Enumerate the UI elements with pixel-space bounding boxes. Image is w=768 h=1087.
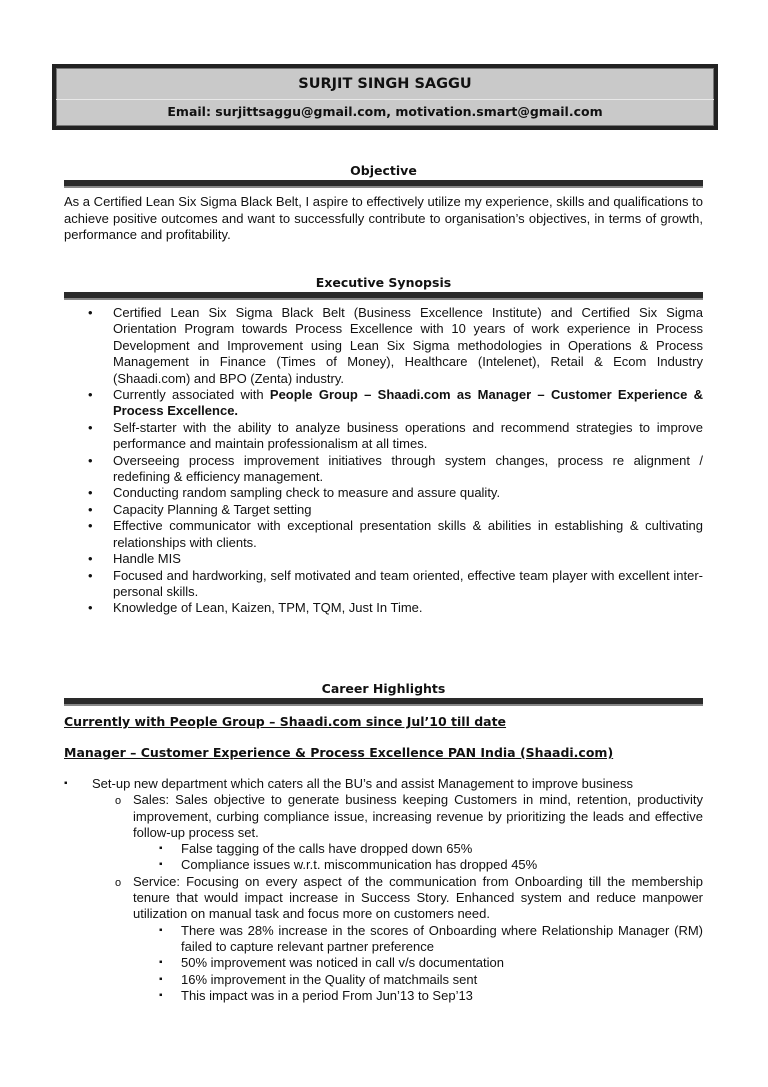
item-text: Conducting random sampling check to measure and assure quality. bbox=[113, 485, 501, 501]
list-item bbox=[64, 600, 703, 616]
square-bullet-icon: ▪ bbox=[159, 843, 163, 855]
list-item bbox=[64, 485, 703, 501]
candidate-name: SURJIT SINGH SAGGU bbox=[298, 76, 472, 92]
synopsis-heading: Executive Synopsis bbox=[315, 275, 452, 290]
header-divider bbox=[56, 99, 714, 100]
item-text: Capacity Planning & Target setting bbox=[113, 501, 312, 517]
career-divider bbox=[64, 698, 703, 706]
item-text: Self-starter with the ability to analyze business operations and recommend strategies to improve performance and maintain professionalism at all times. bbox=[113, 419, 703, 452]
list-item bbox=[64, 568, 703, 601]
contact-email: Email: surjittsaggu@gmail.com, motivation.smart@gmail.com bbox=[167, 104, 603, 119]
square-bullet-icon: ▪ bbox=[64, 778, 68, 789]
list-item bbox=[64, 305, 703, 387]
item-text: Knowledge of Lean, Kaizen, TPM, TQM, Just In Time. bbox=[113, 600, 423, 616]
list-item bbox=[64, 420, 703, 453]
current-role: Manager – Customer Experience & Process Excellence PAN India (Shaadi.com) bbox=[64, 745, 614, 760]
square-bullet-icon: ▪ bbox=[159, 989, 163, 1001]
square-bullet-icon: ▪ bbox=[159, 957, 163, 969]
bullet-icon: • bbox=[88, 501, 93, 517]
item-bold-text: People Group – Shaadi.com as Manager – Customer Experience & Process Excellence. bbox=[113, 387, 703, 419]
item-text: Sales: Sales objective to generate business keeping Customers in mind, retention, productivity improvement, curbing compliance issue, increasing revenue by prioritizing the leads and effective follow-up process set. bbox=[133, 792, 703, 840]
list-item bbox=[64, 551, 703, 567]
item-text: Effective communicator with exceptional presentation skills & abilities in establishing & cultivating relationships with clients. bbox=[113, 518, 703, 550]
item-text: Overseeing process improvement initiatives through system changes, process re alignment / redefining & efficiency management. bbox=[113, 452, 703, 485]
list-item bbox=[64, 502, 703, 518]
item-text: Focused and hardworking, self motivated and team oriented, effective team player with excellent inter-personal skills. bbox=[113, 567, 703, 599]
item-text: Compliance issues w.r.t. miscommunication has dropped 45% bbox=[181, 857, 538, 873]
list-item bbox=[64, 874, 703, 923]
objective-text: As a Certified Lean Six Sigma Black Belt, I aspire to effectively utilize my experience, skills and qualifications to achieve positive outcomes and want to successfully contribute to organisation’s objectives, in terms of growth, performance and profitability. bbox=[64, 194, 703, 243]
bullet-icon: • bbox=[88, 305, 93, 320]
item-text: False tagging of the calls have dropped down 65% bbox=[181, 841, 473, 857]
bullet-icon: • bbox=[88, 387, 93, 403]
item-text: Currently associated with bbox=[113, 387, 270, 403]
item-text: Service: Focusing on every aspect of the communication from Onboarding till the membership tenure that would impact increase in Success Story. Enhanced system and reduce manpower utilization on manual task and focus more on customers need. bbox=[133, 873, 703, 922]
square-bullet-icon: ▪ bbox=[159, 924, 163, 936]
list-item bbox=[64, 857, 703, 873]
bullet-icon: • bbox=[88, 567, 93, 583]
item-text: Set-up new department which caters all the BU’s and assist Management to improve business bbox=[92, 776, 633, 791]
career-heading: Career Highlights bbox=[321, 681, 446, 696]
list-item bbox=[64, 841, 703, 857]
item-text: Certified Lean Six Sigma Black Belt (Business Excellence Institute) and Certified Six Sigma Orientation Program towards Process Excellence with 10 years of work experience in Process Development and Improvement using Lean Six Sigma methodologies in Operations & Process Management in Finance (Times of Money), Healthcare (Intelenet), Retail & Ecom Industry (Shaadi.com) and BPO (Zenta) industry. bbox=[113, 305, 703, 386]
list-item bbox=[64, 776, 703, 792]
bullet-icon: • bbox=[88, 419, 93, 435]
square-bullet-icon: ▪ bbox=[159, 859, 163, 871]
bullet-icon: • bbox=[88, 452, 93, 468]
item-text: There was 28% increase in the scores of Onboarding where Relationship Manager (RM) failed to capture relevant partner preference bbox=[181, 922, 703, 954]
list-item bbox=[64, 792, 703, 841]
objective-heading: Objective bbox=[350, 163, 417, 178]
list-item bbox=[64, 955, 703, 971]
item-text: Handle MIS bbox=[113, 551, 181, 567]
synopsis-divider bbox=[64, 292, 703, 300]
list-item bbox=[64, 387, 703, 420]
list-item bbox=[64, 988, 703, 1004]
circle-bullet-icon: o bbox=[115, 876, 122, 889]
square-bullet-icon: ▪ bbox=[159, 973, 163, 985]
bullet-icon: • bbox=[88, 518, 93, 534]
item-text: This impact was in a period From Jun’13 to Sep’13 bbox=[181, 987, 473, 1003]
item-text: 50% improvement was noticed in call v/s documentation bbox=[181, 955, 504, 971]
resume-header bbox=[52, 64, 718, 130]
career-details bbox=[64, 776, 703, 1004]
bullet-icon: • bbox=[88, 485, 93, 501]
synopsis-list bbox=[64, 305, 703, 617]
circle-bullet-icon: o bbox=[115, 795, 122, 808]
bullet-icon: • bbox=[88, 551, 93, 567]
list-item bbox=[64, 972, 703, 988]
objective-divider bbox=[64, 180, 703, 188]
list-item bbox=[64, 453, 703, 486]
list-item bbox=[64, 923, 703, 956]
item-text: 16% improvement in the Quality of matchmails sent bbox=[181, 971, 478, 987]
current-employment: Currently with People Group – Shaadi.com since Jul’10 till date bbox=[64, 714, 507, 729]
bullet-icon: • bbox=[88, 600, 93, 616]
list-item bbox=[64, 518, 703, 551]
